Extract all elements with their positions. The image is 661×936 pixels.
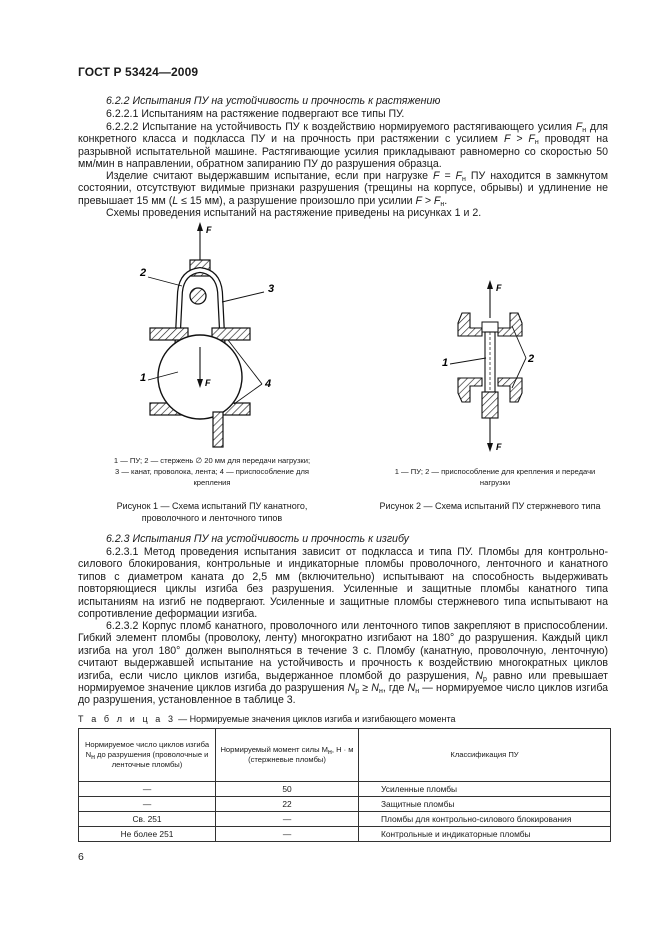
table-row: — 50 Усиленные пломбы: [79, 782, 611, 797]
figure-1-legend: 1 — ПУ; 2 — стержень ∅ 20 мм для передачи нагрузки; 3 — канат, проволока, лента; 4 — приспособление для крепления: [113, 456, 311, 487]
table-row: Не более 251 — Контрольные и индикаторные пломбы: [79, 827, 611, 842]
table-header-row: [79, 729, 611, 782]
figure-2-force-top: F: [496, 283, 502, 293]
table-3-caption: Т а б л и ц а 3 — Нормируемые значения циклов изгиба и изгибающего момента: [78, 714, 456, 724]
table-3: [78, 728, 611, 842]
page-number: 6: [78, 851, 84, 863]
paragraph-pass-criteria: Изделие считают выдержавшим испытание, если при нагрузке $F = F_н$ ПУ находится в замкнутом состоянии, отсутствуют видимые признаки разрушения (трещины на корпусе, обрывы) и удлинение не превышает 15 мм (L ≤ 15 мм), а разрушение произошло при усилии $F > F_н$.: [78, 170, 608, 208]
document-header: ГОСТ Р 53424—2009: [78, 65, 199, 79]
table-row: — 22 Защитные пломбы: [79, 797, 611, 812]
table-header-moment: Нормируемый момент силы $M_н$, Н · м (стержневые пломбы): [216, 729, 359, 782]
paragraph-figures-ref: Схемы проведения испытаний на растяжение приведены на рисунках 1 и 2.: [106, 207, 482, 219]
paragraph-6-2-3-1: 6.2.3.1 Метод проведения испытания зависит от подкласса и типа ПУ. Пломбы для контрольно-силового блокирования, контрольные и индикаторные пломбы проволочного, ленточного и канатного типов с диаметром каната до 2,5 мм (включительно) испытывают на способность выдерживать повторяющиеся циклы изгиба без разрушения. Усиленные и защитные пломбы канатного типа испытаниям на изгиб не подвергают. Усиленные и защитные пломбы стержневого типа испытывают на сопротивление деформации изгиба.: [78, 546, 608, 621]
figure-2-label-1: 1: [442, 357, 449, 369]
figure-2-diagram: [440, 278, 550, 458]
figure-1-diagram: [120, 222, 290, 457]
figure-1-label-1: 1: [140, 372, 147, 384]
figure-2-legend: 1 — ПУ; 2 — приспособление для крепления и передачи нагрузки: [394, 467, 596, 487]
table-header-class: Классификация ПУ: [359, 729, 611, 782]
figure-1-label-3: 3: [268, 283, 275, 295]
figure-2-force-bottom: F: [496, 442, 502, 452]
figure-2-label-2: 2: [528, 353, 535, 365]
figure-1-label-2: 2: [140, 267, 147, 279]
figure-1-label-4: 4: [265, 378, 272, 390]
paragraph-6-2-3-2: 6.2.3.2 Корпус пломб канатного, проволочного или ленточного типов закрепляют в приспособлении. Гибкий элемент пломбы (проволоку, ленту) многократно изгибают на 180° до разрушения. Каждый цикл изгиба на угол 180° должен выполняться в течение 3 с. Пломбу (канатную, проволочную, ленточную) считают выдержавшей испытание на устойчивость и прочность к воздействию многократных циклов изгиба, если число циклов изгиба, выдержанное пломбой до разрушения, $N_р$ равно или превышает нормируемое значение циклов изгиба до разрушения $N_р \ge N_н$, где $N_н$ — нормируемое число циклов изгиба до разрушения, установленное в таблице 3.: [78, 620, 609, 707]
paragraph-6-2-2-1: 6.2.2.1 Испытаниям на растяжение подвергают все типы ПУ.: [106, 108, 405, 120]
figure-1-force-mid: F: [205, 378, 211, 388]
paragraph-6-2-2-2: 6.2.2.2 Испытание на устойчивость ПУ к воздействию нормируемого растягивающего усилия $F_н$ для конкретного класса и подкласса ПУ и на прочность при растяжении с усилием $F > F_н$ проводят на разрывной испытательной машине. Растягивающие усилия прикладывают равномерно со скоростью 50 мм/мин в направлении, обратном запиранию ПУ до разрушения образца.: [78, 121, 608, 171]
section-heading-6-2-3: 6.2.3 Испытания ПУ на устойчивость и прочность к изгибу: [106, 533, 409, 545]
section-heading-6-2-2: 6.2.2 Испытания ПУ на устойчивость и прочность к растяжению: [106, 95, 441, 107]
table-header-cycles: Нормируемое число циклов изгиба $N_н$ до разрушения (проволочные и ленточные пломбы): [79, 729, 216, 782]
table-row: Св. 251 — Пломбы для контрольно-силового блокирования: [79, 812, 611, 827]
figure-2-title: Рисунок 2 — Схема испытаний ПУ стержневого типа: [379, 501, 601, 511]
figure-1-title: Рисунок 1 — Схема испытаний ПУ канатного, проволочного и ленточного типов: [116, 501, 308, 523]
figure-1-force-top: F: [206, 225, 212, 235]
